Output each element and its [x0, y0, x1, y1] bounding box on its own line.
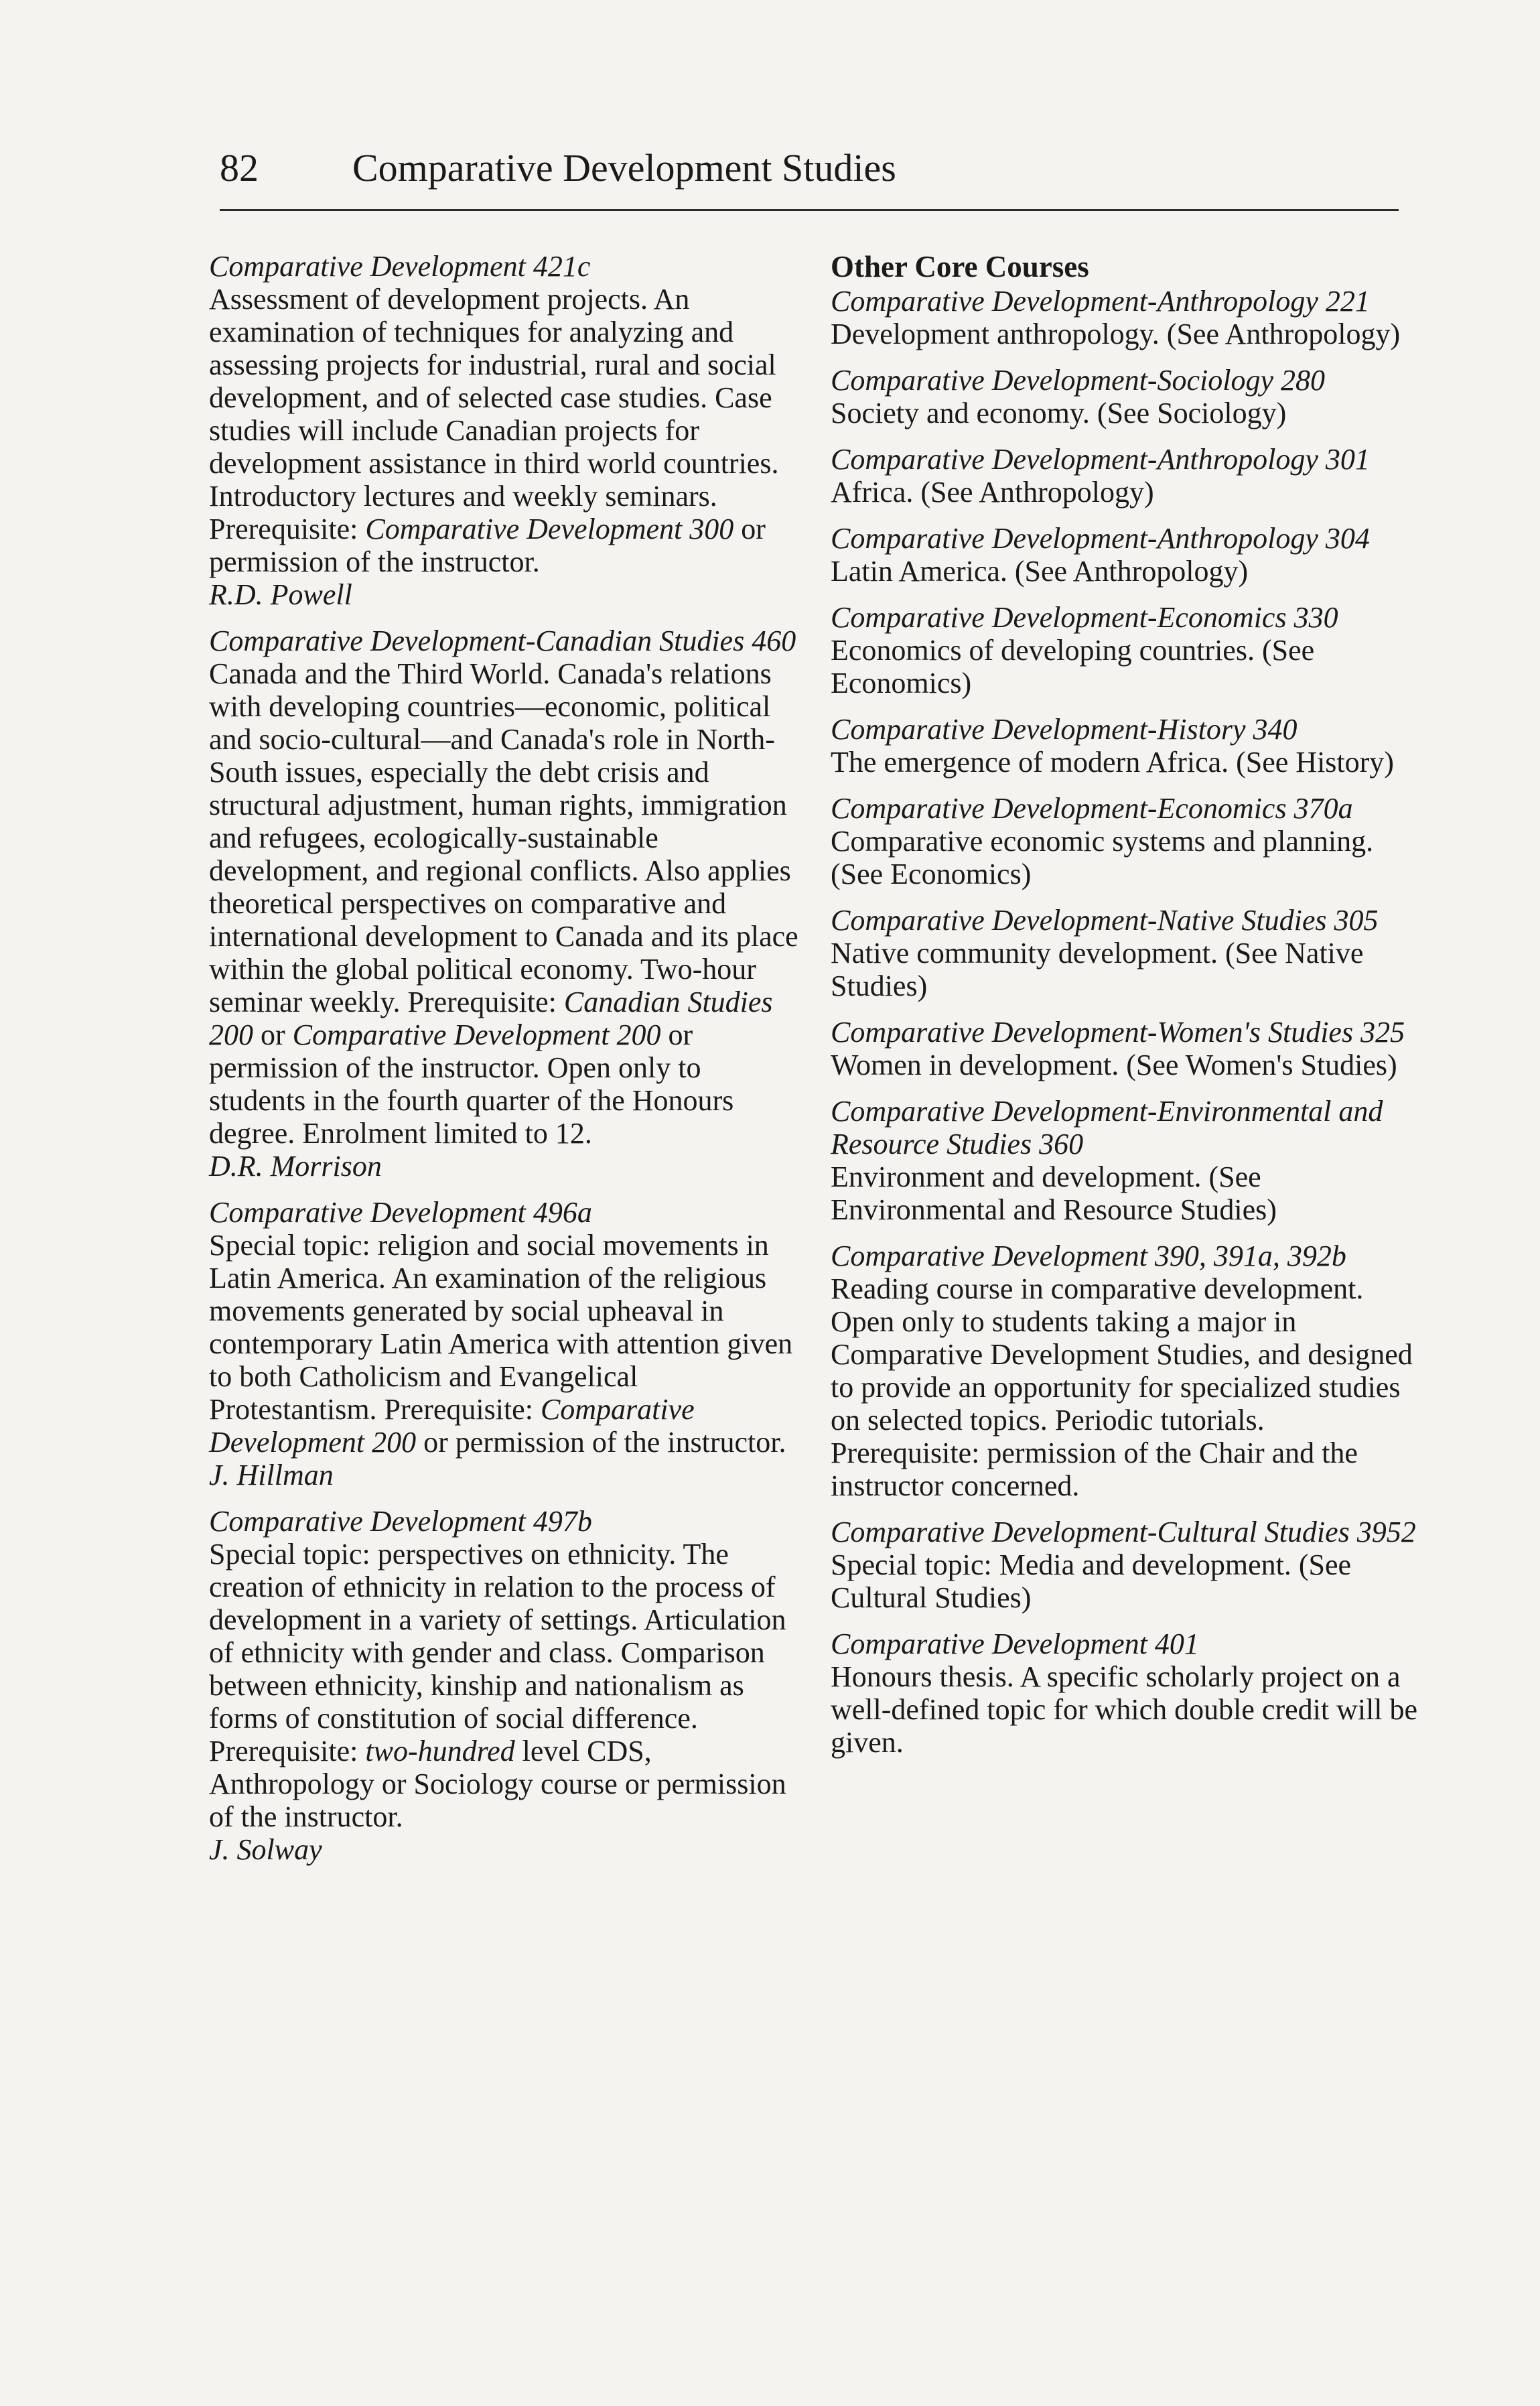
course-description: Development anthropology. (See Anthropology) — [831, 318, 1401, 350]
instructor-name: D.R. Morrison — [209, 1150, 382, 1183]
course-code: Comparative Development-Anthropology 221 — [831, 285, 1370, 318]
course-entry — [831, 1516, 1420, 1614]
instructor-name: J. Solway — [209, 1833, 322, 1866]
course-description: Reading course in comparative development. Open only to students taking a major in Comparative Development Studies, and designed to provide an opportunity for specialized studies on selected topics. Periodic tutorials. Prerequisite: permission of the Chair and the instructor concerned. — [831, 1272, 1413, 1502]
course-entry — [831, 285, 1420, 350]
course-code: Comparative Development-History 340 — [831, 713, 1298, 746]
course-entry — [831, 364, 1420, 429]
prerequisite-course: Canadian Studies 200 — [209, 986, 773, 1051]
left-column — [209, 250, 798, 1879]
course-entry — [209, 1505, 798, 1866]
course-entry — [209, 624, 798, 1183]
course-description: Latin America. (See Anthropology) — [831, 555, 1249, 588]
course-code: Comparative Development 496a — [209, 1196, 592, 1229]
course-code: Comparative Development-Cultural Studies 3952 — [831, 1516, 1416, 1548]
course-description: Special topic: Media and development. (See Cultural Studies) — [831, 1548, 1352, 1614]
course-description: Women in development. (See Women's Studies) — [831, 1049, 1397, 1081]
course-code: Comparative Development-Anthropology 301 — [831, 443, 1370, 476]
other-core-courses-heading: Other Core Courses — [831, 250, 1089, 283]
course-entry — [831, 522, 1420, 588]
course-description: Special topic: religion and social movements in Latin America. An examination of the religious movements generated by social upheaval in contemporary Latin America with attention given to both Catholicism and Evangelical Protestantism. Prerequisite: Comparative Development 200 or permission of the instructor. — [209, 1229, 793, 1459]
course-description: Economics of developing countries. (See Economics) — [831, 634, 1315, 699]
course-entry — [831, 1240, 1420, 1502]
course-entry — [831, 601, 1420, 699]
course-description: Honours thesis. A specific scholarly project on a well-defined topic for which double credit will be given. — [831, 1660, 1418, 1759]
course-code: Comparative Development-Women's Studies 325 — [831, 1016, 1405, 1049]
course-description: Special topic: perspectives on ethnicity. The creation of ethnicity in relation to the process of development in a variety of settings. Articulation of ethnicity with gender and class. Comparison between ethnicity, kinship and nationalism as forms of constitution of social difference. Prerequisite: two-hundred level CDS, Anthropology or Sociology course or permission of the instructor. — [209, 1538, 786, 1833]
course-description: Native community development. (See Native Studies) — [831, 937, 1364, 1002]
course-description: Comparative economic systems and planning. (See Economics) — [831, 825, 1374, 890]
prerequisite-course: Comparative Development 200 — [209, 1393, 695, 1459]
course-code: Comparative Development-Sociology 280 — [831, 364, 1326, 397]
course-description: Society and economy. (See Sociology) — [831, 397, 1287, 429]
course-description: Canada and the Third World. Canada's relations with developing countries—economic, political and socio-cultural—and Canada's role in North-South issues, especially the debt crisis and structural adjustment, human rights, immigration and refugees, ecologically-sustainable development, and regional conflicts. Also applies theoretical perspectives on comparative and international development to Canada and its place within the global political economy. Two-hour seminar weekly. Prerequisite: Canadian Studies 200 or Comparative Development 200 or permission of the instructor. Open only to students in the fourth quarter of the Honours degree. Enrolment limited to 12. — [209, 657, 798, 1150]
course-entry — [831, 443, 1420, 509]
course-code: Comparative Development-Native Studies 305 — [831, 904, 1379, 937]
course-entry — [831, 1627, 1420, 1759]
course-entry — [831, 1016, 1420, 1081]
course-code: Comparative Development 421c — [209, 250, 591, 283]
course-entry — [831, 792, 1420, 890]
page-number: 82 — [220, 146, 259, 190]
course-description: Africa. (See Anthropology) — [831, 476, 1154, 509]
instructor-name: R.D. Powell — [209, 578, 352, 611]
prerequisite-course: Comparative Development 300 — [365, 513, 734, 545]
section-title: Comparative Development Studies — [352, 146, 896, 190]
course-entry — [209, 1196, 798, 1491]
course-code: Comparative Development 390, 391a, 392b — [831, 1240, 1346, 1272]
course-code: Comparative Development 497b — [209, 1505, 592, 1538]
course-entry — [209, 250, 798, 611]
course-code: Comparative Development-Canadian Studies 460 — [209, 624, 796, 657]
course-entry — [831, 1095, 1420, 1226]
course-description: The emergence of modern Africa. (See History) — [831, 746, 1394, 779]
course-code: Comparative Development 401 — [831, 1627, 1199, 1660]
course-entry — [831, 713, 1420, 779]
right-column — [831, 250, 1420, 1772]
course-code: Comparative Development-Anthropology 304 — [831, 522, 1370, 555]
page-header — [220, 142, 1399, 206]
header-rule — [220, 209, 1399, 211]
course-code: Comparative Development-Economics 370a — [831, 792, 1353, 825]
instructor-name: J. Hillman — [209, 1459, 334, 1491]
course-code: Comparative Development-Environmental and Resource Studies 360 — [831, 1095, 1383, 1160]
prerequisite-course: Comparative Development 200 — [292, 1018, 661, 1051]
course-code: Comparative Development-Economics 330 — [831, 601, 1338, 634]
course-description: Environment and development. (See Environmental and Resource Studies) — [831, 1160, 1277, 1226]
course-entry — [831, 904, 1420, 1002]
course-description: Assessment of development projects. An examination of techniques for analyzing and assessing projects for industrial, rural and social development, and of selected case studies. Case studies will include Canadian projects for development assistance in third world countries. Introductory lectures and weekly seminars. Prerequisite: Comparative Development 300 or permission of the instructor. — [209, 283, 779, 578]
prerequisite-course: two-hundred — [365, 1735, 515, 1767]
